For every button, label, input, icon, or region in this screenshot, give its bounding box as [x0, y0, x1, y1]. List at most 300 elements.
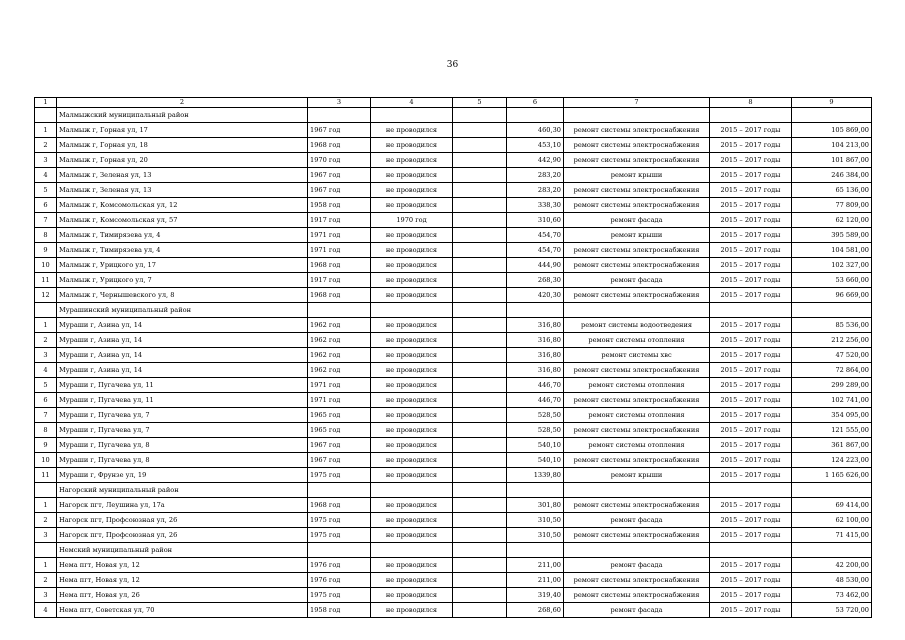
cost-cell: 53 720,00: [792, 603, 872, 618]
address-cell: Малмыж г, Чернышевского ул, 8: [57, 288, 308, 303]
work-type-cell: ремонт крыши: [564, 468, 710, 483]
column-number-header: 3: [308, 98, 371, 108]
table-row: [35, 378, 872, 393]
period-cell: 2015 – 2017 годы: [710, 453, 792, 468]
address-cell: Малмыж г, Тимирязева ул, 4: [57, 228, 308, 243]
construction-year-cell: 1967 год: [308, 183, 371, 198]
period-cell: 2015 – 2017 годы: [710, 603, 792, 618]
blank-cell: [453, 303, 507, 318]
last-repair-cell: не проводился: [371, 258, 453, 273]
blank-cell: [792, 108, 872, 123]
work-type-cell: ремонт системы отопления: [564, 333, 710, 348]
construction-year-cell: 1976 год: [308, 573, 371, 588]
last-repair-cell: не проводился: [371, 408, 453, 423]
area-cell: 268,30: [507, 273, 564, 288]
address-cell: Малмыж г, Урицкого ул, 17: [57, 258, 308, 273]
cost-cell: 395 589,00: [792, 228, 872, 243]
last-repair-cell: не проводился: [371, 498, 453, 513]
last-repair-cell: не проводился: [371, 198, 453, 213]
area-cell: 444,90: [507, 258, 564, 273]
blank-cell: [453, 153, 507, 168]
blank-cell: [453, 528, 507, 543]
cost-cell: 53 660,00: [792, 273, 872, 288]
work-type-cell: ремонт системы электроснабжения: [564, 258, 710, 273]
blank-cell: [371, 303, 453, 318]
period-cell: 2015 – 2017 годы: [710, 138, 792, 153]
area-cell: 316,80: [507, 348, 564, 363]
period-cell: 2015 – 2017 годы: [710, 228, 792, 243]
blank-cell: [792, 543, 872, 558]
blank-cell: [453, 603, 507, 618]
address-cell: Малмыж г, Комсомольская ул, 12: [57, 198, 308, 213]
blank-cell: [453, 183, 507, 198]
work-type-cell: ремонт системы отопления: [564, 378, 710, 393]
repair-schedule-table: [34, 97, 872, 618]
row-number: 2: [35, 513, 57, 528]
table-row: [35, 333, 872, 348]
row-number: 5: [35, 183, 57, 198]
construction-year-cell: 1975 год: [308, 528, 371, 543]
row-number: 7: [35, 408, 57, 423]
construction-year-cell: 1971 год: [308, 393, 371, 408]
table-row: [35, 318, 872, 333]
table-row: [35, 498, 872, 513]
period-cell: 2015 – 2017 годы: [710, 498, 792, 513]
last-repair-cell: не проводился: [371, 348, 453, 363]
area-cell: 319,40: [507, 588, 564, 603]
period-cell: 2015 – 2017 годы: [710, 423, 792, 438]
row-number: 1: [35, 558, 57, 573]
cost-cell: 102 327,00: [792, 258, 872, 273]
row-number: 2: [35, 333, 57, 348]
cost-cell: 48 530,00: [792, 573, 872, 588]
last-repair-cell: не проводился: [371, 333, 453, 348]
blank-cell: [564, 483, 710, 498]
period-cell: 2015 – 2017 годы: [710, 153, 792, 168]
last-repair-cell: не проводился: [371, 603, 453, 618]
area-cell: 1339,80: [507, 468, 564, 483]
period-cell: 2015 – 2017 годы: [710, 168, 792, 183]
last-repair-cell: не проводился: [371, 573, 453, 588]
blank-cell: [507, 303, 564, 318]
row-number: 11: [35, 468, 57, 483]
last-repair-cell: 1970 год: [371, 213, 453, 228]
area-cell: 338,30: [507, 198, 564, 213]
cost-cell: 72 864,00: [792, 363, 872, 378]
blank-cell: [453, 438, 507, 453]
cost-cell: 85 536,00: [792, 318, 872, 333]
construction-year-cell: 1965 год: [308, 423, 371, 438]
area-cell: 420,30: [507, 288, 564, 303]
blank-cell: [453, 468, 507, 483]
address-cell: Мураши г, Азина ул, 14: [57, 348, 308, 363]
area-cell: 442,90: [507, 153, 564, 168]
row-number: 3: [35, 588, 57, 603]
last-repair-cell: не проводился: [371, 168, 453, 183]
blank-cell: [35, 303, 57, 318]
last-repair-cell: не проводился: [371, 438, 453, 453]
last-repair-cell: не проводился: [371, 423, 453, 438]
blank-cell: [453, 138, 507, 153]
construction-year-cell: 1962 год: [308, 348, 371, 363]
address-cell: Мураши г, Пугачева ул, 7: [57, 408, 308, 423]
last-repair-cell: не проводился: [371, 588, 453, 603]
area-cell: 528,50: [507, 408, 564, 423]
last-repair-cell: не проводился: [371, 273, 453, 288]
blank-cell: [308, 543, 371, 558]
work-type-cell: ремонт системы электроснабжения: [564, 243, 710, 258]
blank-cell: [507, 543, 564, 558]
area-cell: 453,10: [507, 138, 564, 153]
blank-cell: [507, 108, 564, 123]
blank-cell: [453, 333, 507, 348]
last-repair-cell: не проводился: [371, 153, 453, 168]
address-cell: Нема пгт, Советская ул, 70: [57, 603, 308, 618]
cost-cell: 47 520,00: [792, 348, 872, 363]
period-cell: 2015 – 2017 годы: [710, 573, 792, 588]
construction-year-cell: 1968 год: [308, 288, 371, 303]
address-cell: Мураши г, Азина ул, 14: [57, 333, 308, 348]
address-cell: Нема пгт, Новая ул, 12: [57, 573, 308, 588]
area-cell: 268,60: [507, 603, 564, 618]
row-number: 4: [35, 603, 57, 618]
table-body: [35, 98, 872, 618]
area-cell: 446,70: [507, 393, 564, 408]
blank-cell: [564, 543, 710, 558]
last-repair-cell: не проводился: [371, 123, 453, 138]
cost-cell: 73 462,00: [792, 588, 872, 603]
area-cell: 316,80: [507, 363, 564, 378]
last-repair-cell: не проводился: [371, 318, 453, 333]
address-cell: Мураши г, Пугачева ул, 8: [57, 438, 308, 453]
cost-cell: 62 100,00: [792, 513, 872, 528]
work-type-cell: ремонт фасада: [564, 558, 710, 573]
row-number: 2: [35, 138, 57, 153]
row-number: 4: [35, 168, 57, 183]
period-cell: 2015 – 2017 годы: [710, 333, 792, 348]
construction-year-cell: 1958 год: [308, 603, 371, 618]
address-cell: Нема пгт, Новая ул, 12: [57, 558, 308, 573]
blank-cell: [453, 408, 507, 423]
last-repair-cell: не проводился: [371, 393, 453, 408]
row-number: 1: [35, 123, 57, 138]
blank-cell: [453, 453, 507, 468]
construction-year-cell: 1967 год: [308, 123, 371, 138]
construction-year-cell: 1962 год: [308, 318, 371, 333]
construction-year-cell: 1958 год: [308, 198, 371, 213]
area-cell: 460,30: [507, 123, 564, 138]
last-repair-cell: не проводился: [371, 138, 453, 153]
cost-cell: 102 741,00: [792, 393, 872, 408]
construction-year-cell: 1975 год: [308, 468, 371, 483]
blank-cell: [453, 108, 507, 123]
area-cell: 301,80: [507, 498, 564, 513]
column-number-header: 9: [792, 98, 872, 108]
last-repair-cell: не проводился: [371, 228, 453, 243]
address-cell: Мураши г, Пугачева ул, 11: [57, 378, 308, 393]
table-row: [35, 138, 872, 153]
row-number: 4: [35, 363, 57, 378]
address-cell: Малмыж г, Зеленая ул, 13: [57, 168, 308, 183]
column-number-header: 4: [371, 98, 453, 108]
address-cell: Малмыж г, Горная ул, 18: [57, 138, 308, 153]
cost-cell: 212 256,00: [792, 333, 872, 348]
period-cell: 2015 – 2017 годы: [710, 408, 792, 423]
table-row: [35, 393, 872, 408]
construction-year-cell: 1976 год: [308, 558, 371, 573]
cost-cell: 62 120,00: [792, 213, 872, 228]
column-number-header: 7: [564, 98, 710, 108]
period-cell: 2015 – 2017 годы: [710, 558, 792, 573]
area-cell: 540,10: [507, 438, 564, 453]
table-row: [35, 408, 872, 423]
table-row: [35, 513, 872, 528]
last-repair-cell: не проводился: [371, 468, 453, 483]
area-cell: 310,50: [507, 513, 564, 528]
address-cell: Мураши г, Пугачева ул, 11: [57, 393, 308, 408]
area-cell: 528,50: [507, 423, 564, 438]
blank-cell: [453, 348, 507, 363]
blank-cell: [371, 108, 453, 123]
blank-cell: [453, 123, 507, 138]
construction-year-cell: 1968 год: [308, 498, 371, 513]
work-type-cell: ремонт системы электроснабжения: [564, 588, 710, 603]
period-cell: 2015 – 2017 годы: [710, 438, 792, 453]
address-cell: Нагорск пгт, Профсоюзная ул, 26: [57, 513, 308, 528]
blank-cell: [710, 108, 792, 123]
address-cell: Мураши г, Пугачева ул, 7: [57, 423, 308, 438]
last-repair-cell: не проводился: [371, 363, 453, 378]
work-type-cell: ремонт системы хвс: [564, 348, 710, 363]
table-row: [35, 213, 872, 228]
work-type-cell: ремонт системы электроснабжения: [564, 453, 710, 468]
last-repair-cell: не проводился: [371, 513, 453, 528]
construction-year-cell: 1971 год: [308, 228, 371, 243]
last-repair-cell: не проводился: [371, 378, 453, 393]
area-cell: 211,00: [507, 558, 564, 573]
table-row: [35, 228, 872, 243]
blank-cell: [507, 483, 564, 498]
work-type-cell: ремонт системы электроснабжения: [564, 573, 710, 588]
table-row: [35, 573, 872, 588]
cost-cell: 354 095,00: [792, 408, 872, 423]
work-type-cell: ремонт системы отопления: [564, 438, 710, 453]
table-row: [35, 363, 872, 378]
row-number: 10: [35, 453, 57, 468]
table-row: [35, 153, 872, 168]
blank-cell: [792, 303, 872, 318]
table-row: [35, 528, 872, 543]
table-row: [35, 348, 872, 363]
area-cell: 316,80: [507, 333, 564, 348]
period-cell: 2015 – 2017 годы: [710, 183, 792, 198]
address-cell: Нема пгт, Новая ул, 26: [57, 588, 308, 603]
last-repair-cell: не проводился: [371, 558, 453, 573]
work-type-cell: ремонт системы электроснабжения: [564, 528, 710, 543]
cost-cell: 69 414,00: [792, 498, 872, 513]
row-number: 10: [35, 258, 57, 273]
address-cell: Мураши г, Азина ул, 14: [57, 318, 308, 333]
work-type-cell: ремонт системы отопления: [564, 408, 710, 423]
blank-cell: [453, 318, 507, 333]
work-type-cell: ремонт системы электроснабжения: [564, 288, 710, 303]
blank-cell: [308, 303, 371, 318]
period-cell: 2015 – 2017 годы: [710, 213, 792, 228]
blank-cell: [308, 483, 371, 498]
section-row: [35, 303, 872, 318]
cost-cell: 299 289,00: [792, 378, 872, 393]
address-cell: Малмыж г, Горная ул, 17: [57, 123, 308, 138]
blank-cell: [453, 363, 507, 378]
construction-year-cell: 1971 год: [308, 243, 371, 258]
blank-cell: [453, 168, 507, 183]
section-row: [35, 108, 872, 123]
period-cell: 2015 – 2017 годы: [710, 588, 792, 603]
table-row: [35, 273, 872, 288]
address-cell: Малмыж г, Горная ул, 20: [57, 153, 308, 168]
district-title: Немский муниципальный район: [57, 543, 308, 558]
blank-cell: [564, 303, 710, 318]
construction-year-cell: 1917 год: [308, 273, 371, 288]
blank-cell: [453, 543, 507, 558]
work-type-cell: ремонт крыши: [564, 228, 710, 243]
construction-year-cell: 1967 год: [308, 168, 371, 183]
address-cell: Малмыж г, Тимирязева ул, 4: [57, 243, 308, 258]
work-type-cell: ремонт фасада: [564, 273, 710, 288]
blank-cell: [308, 108, 371, 123]
row-number: 12: [35, 288, 57, 303]
blank-cell: [453, 393, 507, 408]
area-cell: 316,80: [507, 318, 564, 333]
blank-cell: [371, 543, 453, 558]
row-number: 11: [35, 273, 57, 288]
cost-cell: 71 415,00: [792, 528, 872, 543]
column-number-header: 6: [507, 98, 564, 108]
address-cell: Нагорск пгт, Леушина ул, 17а: [57, 498, 308, 513]
work-type-cell: ремонт системы электроснабжения: [564, 393, 710, 408]
period-cell: 2015 – 2017 годы: [710, 513, 792, 528]
blank-cell: [453, 498, 507, 513]
cost-cell: 124 223,00: [792, 453, 872, 468]
blank-cell: [453, 423, 507, 438]
area-cell: 211,00: [507, 573, 564, 588]
area-cell: 540,10: [507, 453, 564, 468]
district-title: Нагорский муниципальный район: [57, 483, 308, 498]
last-repair-cell: не проводился: [371, 288, 453, 303]
work-type-cell: ремонт системы электроснабжения: [564, 183, 710, 198]
table-row: [35, 453, 872, 468]
construction-year-cell: 1975 год: [308, 588, 371, 603]
address-cell: Мураши г, Пугачева ул, 8: [57, 453, 308, 468]
construction-year-cell: 1962 год: [308, 363, 371, 378]
period-cell: 2015 – 2017 годы: [710, 348, 792, 363]
column-number-header: 2: [57, 98, 308, 108]
period-cell: 2015 – 2017 годы: [710, 468, 792, 483]
address-cell: Малмыж г, Зеленая ул, 13: [57, 183, 308, 198]
work-type-cell: ремонт фасада: [564, 213, 710, 228]
period-cell: 2015 – 2017 годы: [710, 243, 792, 258]
row-number: 9: [35, 438, 57, 453]
row-number: 1: [35, 318, 57, 333]
address-cell: Нагорск пгт, Профсоюзная ул, 26: [57, 528, 308, 543]
table-row: [35, 258, 872, 273]
address-cell: Мураши г, Фрунзе ул, 19: [57, 468, 308, 483]
blank-cell: [710, 543, 792, 558]
cost-cell: 361 867,00: [792, 438, 872, 453]
table-row: [35, 438, 872, 453]
period-cell: 2015 – 2017 годы: [710, 198, 792, 213]
table-row: [35, 198, 872, 213]
row-number: 2: [35, 573, 57, 588]
work-type-cell: ремонт системы электроснабжения: [564, 198, 710, 213]
area-cell: 310,50: [507, 528, 564, 543]
table-row: [35, 288, 872, 303]
table-row: [35, 168, 872, 183]
table-row: [35, 243, 872, 258]
period-cell: 2015 – 2017 годы: [710, 363, 792, 378]
period-cell: 2015 – 2017 годы: [710, 318, 792, 333]
period-cell: 2015 – 2017 годы: [710, 273, 792, 288]
row-number: 8: [35, 228, 57, 243]
construction-year-cell: 1967 год: [308, 453, 371, 468]
blank-cell: [453, 288, 507, 303]
work-type-cell: ремонт фасада: [564, 603, 710, 618]
area-cell: 454,70: [507, 228, 564, 243]
header-row: [35, 98, 872, 108]
blank-cell: [453, 573, 507, 588]
section-row: [35, 483, 872, 498]
period-cell: 2015 – 2017 годы: [710, 393, 792, 408]
address-cell: Малмыж г, Комсомольская ул, 57: [57, 213, 308, 228]
cost-cell: 65 136,00: [792, 183, 872, 198]
blank-cell: [453, 243, 507, 258]
work-type-cell: ремонт системы водоотведения: [564, 318, 710, 333]
blank-cell: [453, 378, 507, 393]
blank-cell: [453, 198, 507, 213]
blank-cell: [564, 108, 710, 123]
row-number: 7: [35, 213, 57, 228]
table-row: [35, 588, 872, 603]
table-row: [35, 123, 872, 138]
blank-cell: [453, 213, 507, 228]
cost-cell: 1 165 626,00: [792, 468, 872, 483]
construction-year-cell: 1970 год: [308, 153, 371, 168]
cost-cell: 96 669,00: [792, 288, 872, 303]
column-number-header: 5: [453, 98, 507, 108]
blank-cell: [453, 558, 507, 573]
blank-cell: [792, 483, 872, 498]
blank-cell: [710, 483, 792, 498]
row-number: 9: [35, 243, 57, 258]
work-type-cell: ремонт системы электроснабжения: [564, 138, 710, 153]
row-number: 3: [35, 528, 57, 543]
table-row: [35, 468, 872, 483]
area-cell: 446,70: [507, 378, 564, 393]
column-number-header: 8: [710, 98, 792, 108]
table-row: [35, 603, 872, 618]
row-number: 5: [35, 378, 57, 393]
row-number: 1: [35, 498, 57, 513]
cost-cell: 105 869,00: [792, 123, 872, 138]
table-row: [35, 558, 872, 573]
area-cell: 283,20: [507, 168, 564, 183]
blank-cell: [453, 588, 507, 603]
period-cell: 2015 – 2017 годы: [710, 288, 792, 303]
row-number: 6: [35, 393, 57, 408]
row-number: 3: [35, 348, 57, 363]
district-title: Мурашинский муниципальный район: [57, 303, 308, 318]
row-number: 8: [35, 423, 57, 438]
